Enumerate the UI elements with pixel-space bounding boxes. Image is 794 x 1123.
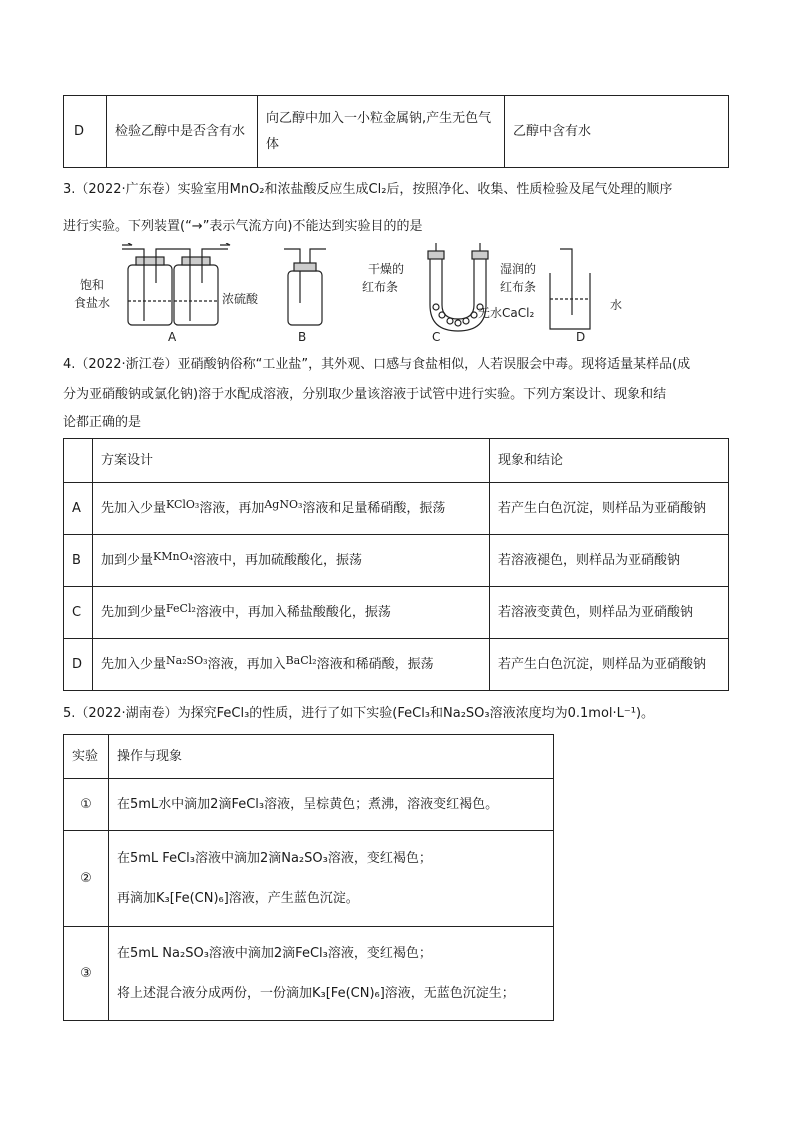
- bottle-b: [288, 271, 322, 325]
- top-row-operation: 向乙醇中加入一小粒金属钠,产生无色气体: [258, 96, 505, 168]
- label-A: A: [168, 330, 177, 343]
- q4-line1: 4.（2022·浙江卷）亚硝酸钠俗称“工业盐”，其外观、口感与食盐相似，人若误服会中毒。现将适量某样品(成: [63, 357, 691, 372]
- q4-table: [63, 438, 729, 691]
- top-row-purpose: 检验乙醇中是否含有水: [107, 96, 258, 168]
- q5-row-op: 在5mL水中滴加2滴FeCl₃溶液，呈棕黄色；煮沸，溶液变红褐色。: [109, 779, 554, 831]
- label-D: D: [576, 330, 586, 343]
- label-c1: 干燥的: [368, 262, 405, 276]
- label-a3: 浓硫酸: [222, 292, 259, 306]
- q3-line1: 3.（2022·广东卷）实验室用MnO₂和浓盐酸反应生成Cl₂后，按照净化、收集、性质检验及尾气处理的顺序: [63, 182, 673, 197]
- q5-header-op: 操作与现象: [109, 735, 554, 779]
- top-table: [63, 95, 729, 168]
- q5-row-op: 在5mL FeCl₃溶液中滴加2滴Na₂SO₃溶液，变红褐色； 再滴加K₃[Fe(CN)₆]溶液，产生蓝色沉淀。: [109, 831, 554, 927]
- bottle-a2: [174, 265, 218, 325]
- q4-header-key: [64, 439, 93, 483]
- label-c2: 红布条: [362, 280, 399, 294]
- q4-header-result: 现象和结论: [490, 439, 729, 483]
- q5-header-key: 实验: [64, 735, 109, 779]
- q5-row-key: ①: [64, 779, 109, 831]
- q3-apparatus-figure: [70, 243, 670, 343]
- q4-row-result: 若产生白色沉淀，则样品为亚硝酸钠: [490, 483, 729, 535]
- beaker: [550, 273, 590, 329]
- label-C: C: [432, 330, 441, 343]
- label-d: 水: [610, 298, 623, 312]
- label-a1: 饱和: [80, 278, 105, 292]
- label-a2: 食盐水: [74, 296, 111, 310]
- q5-row-op: 在5mL Na₂SO₃溶液中滴加2滴FeCl₃溶液，变红褐色； 将上述混合液分成两份，一份滴加K₃[Fe(CN)₆]溶液，无蓝色沉淀生；: [109, 927, 554, 1021]
- q4-row-result: 若溶液褪色，则样品为亚硝酸钠: [490, 535, 729, 587]
- q5-table: [63, 734, 554, 1021]
- q5-row-key: ②: [64, 831, 109, 927]
- q5-line1: 5.（2022·湖南卷）为探究FeCl₃的性质，进行了如下实验(FeCl₃和Na₂SO₃溶液浓度均为0.1mol·L⁻¹)。: [63, 706, 655, 721]
- label-c4: 红布条: [500, 280, 537, 294]
- q5-row-key: ③: [64, 927, 109, 1021]
- top-row-key: D: [64, 96, 107, 168]
- top-row-conclusion: 乙醇中含有水: [505, 96, 729, 168]
- q4-row-key: A: [64, 483, 93, 535]
- q4-row-plan: 先加入少量$^{Na_2SO_3}$溶液，再加入$^{BaCl_2}$溶液和稀硝酸，振荡: [93, 639, 490, 691]
- q4-row-key: C: [64, 587, 93, 639]
- q4-row-result: 若溶液变黄色，则样品为亚硝酸钠: [490, 587, 729, 639]
- label-B: B: [298, 330, 307, 343]
- label-c3: 湿润的: [500, 262, 537, 276]
- q4-line2: 分为亚硝酸钠或氯化钠)溶于水配成溶液，分别取少量该溶液于试管中进行实验。下列方案设计、现象和结: [63, 387, 667, 402]
- label-c5: 无水CaCl₂: [478, 306, 535, 320]
- bottle-a1: [128, 265, 172, 325]
- q4-row-plan: 加到少量$^{KMnO_4}$溶液中，再加硫酸酸化，振荡: [93, 535, 490, 587]
- q4-row-plan: 先加到少量$^{FeCl_2}$溶液中，再加入稀盐酸酸化，振荡: [93, 587, 490, 639]
- q4-row-plan: 先加入少量$^{KClO_3}$溶液，再加$^{AgNO_3}$溶液和足量稀硝酸，振荡: [93, 483, 490, 535]
- q4-header-plan: 方案设计: [93, 439, 490, 483]
- q4-row-result: 若产生白色沉淀，则样品为亚硝酸钠: [490, 639, 729, 691]
- q3-line2: 进行实验。下列装置(“→”表示气流方向)不能达到实验目的的是: [63, 219, 423, 234]
- q4-row-key: B: [64, 535, 93, 587]
- q4-line3: 论都正确的是: [63, 415, 142, 430]
- q4-row-key: D: [64, 639, 93, 691]
